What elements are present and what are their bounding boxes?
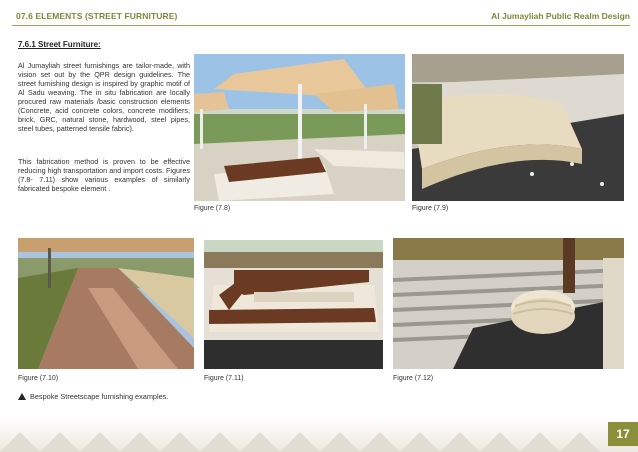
figure-caption: Figure (7.11) [204, 375, 244, 382]
figure-7-9-photo [412, 54, 624, 201]
figure-caption: Figure (7.12) [393, 375, 434, 382]
page-header [0, 0, 638, 30]
page-number: 17 [608, 422, 638, 446]
figure-caption: Figure (7.10) [18, 375, 59, 382]
footer-pattern [0, 418, 638, 452]
body-paragraph: Al Jumayliah street furnishings are tailor-made, with vision set out by the QPR design guidelines. The street furnishing design is inspired by graphic motif of Al Sadu weaving. The in situ fabrication are locally procured raw materials /basic construction elements (Concrete, acid concrete colors, concrete modifiers, brick, GRC, natural stone, hardwood, steel pipes, steel tubes, patterned tensile fabric). [18, 61, 190, 133]
figure-7-12-photo [393, 238, 624, 369]
figure-7-10-photo [18, 238, 194, 369]
project-title: Al Jumayliah Public Realm Design [491, 11, 630, 21]
figure-caption: Figure (7.8) [194, 205, 231, 212]
triangle-icon [18, 393, 26, 400]
figure-7-8-photo [194, 54, 405, 201]
subsection-title: 7.6.1 Street Furniture: [18, 40, 101, 49]
section-heading: 07.6 ELEMENTS (STREET FURNITURE) [16, 11, 178, 21]
figure-7-11-photo [204, 240, 383, 369]
body-paragraph: This fabrication method is proven to be effective reducing high transportation and import costs. Figures (7.8- 7.11) show various examples of similarly fabricated bespoke element . [18, 157, 190, 193]
figure-caption: Figure (7.9) [412, 205, 449, 212]
header-divider [12, 25, 630, 26]
note-text: Bespoke Streetscape furnishing examples. [30, 392, 169, 401]
figures-note [18, 392, 168, 401]
